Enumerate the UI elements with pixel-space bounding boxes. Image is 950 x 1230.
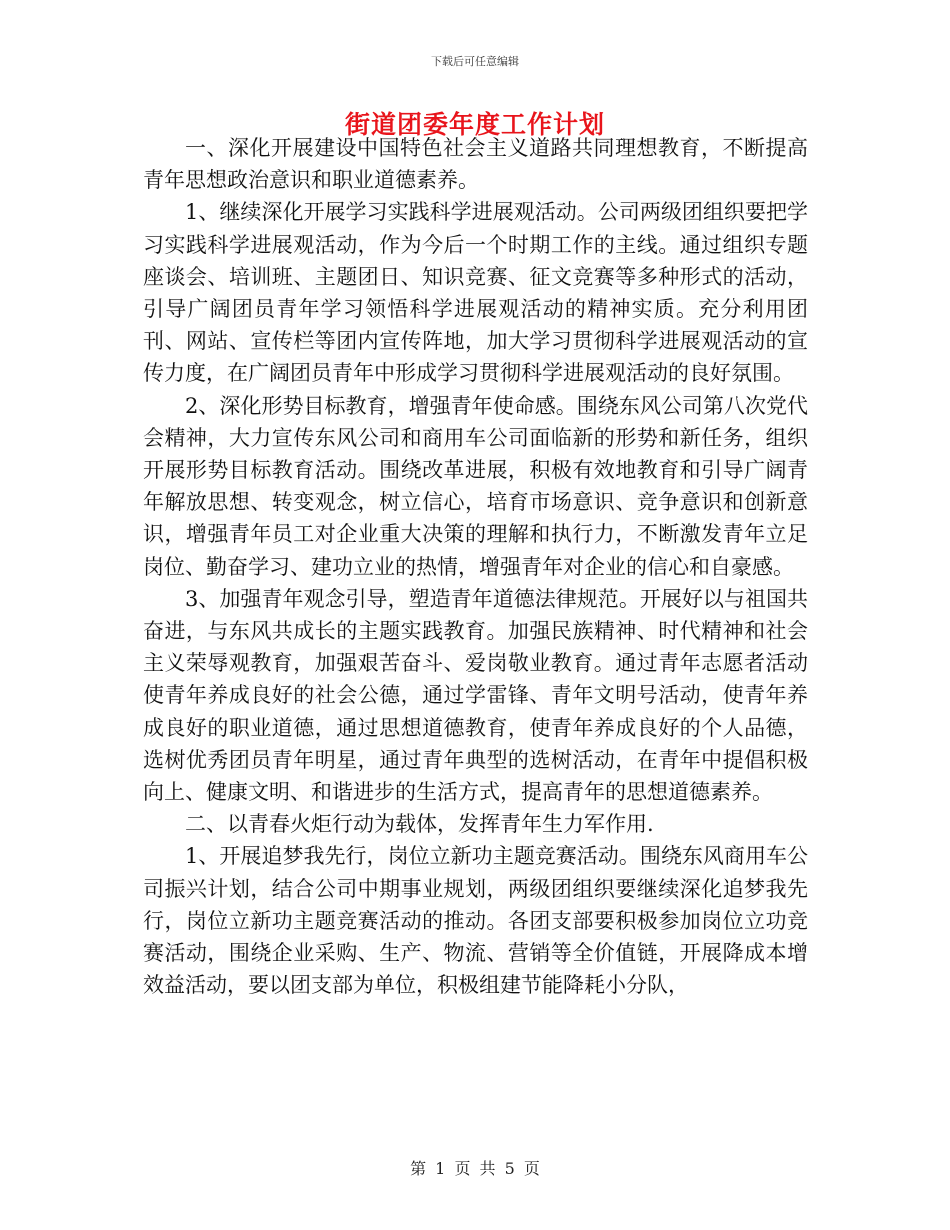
page-header-note: 下载后可任意编辑 <box>431 55 519 68</box>
document-body <box>143 132 808 1001</box>
paragraph: 一、深化开展建设中国特色社会主义道路共同理想教育，不断提高青年思想政治意识和职业道德素养。 <box>143 136 808 193</box>
paragraph: 1、继续深化开展学习实践科学进展观活动。公司两级团组织要把学习实践科学进展观活动，作为今后一个时期工作的主线。通过组织专题座谈会、培训班、主题团日、知识竞赛、征文竞赛等多种形式的活动，引导广阔团员青年学习领悟科学进展观活动的精神实质。充分利用团刊、网站、宣传栏等团内宣传阵地，加大学习贯彻科学进展观活动的宣传力度，在广阔团员青年中形成学习贯彻科学进展观活动的良好氛围。 <box>143 200 808 386</box>
paragraph: 1、开展追梦我先行，岗位立新功主题竞赛活动。围绕东风商用车公司振兴计划，结合公司中期事业规划，两级团组织要继续深化追梦我先行，岗位立新功主题竞赛活动的推动。各团支部要积极参加岗位立功竞赛活动，围绕企业采购、生产、物流、营销等全价值链，开展降成本增效益活动，要以团支部为单位，积极组建节能降耗小分队， <box>143 844 808 998</box>
page-number-footer: 第 1 页 共 5 页 <box>410 1159 540 1178</box>
paragraph: 二、以青春火炬行动为载体，发挥青年生力军作用. <box>185 812 654 837</box>
paragraph: 3、加强青年观念引导，塑造青年道德法律规范。开展好以与祖国共奋进，与东风共成长的主题实践教育。加强民族精神、时代精神和社会主义荣辱观教育，加强艰苦奋斗、爱岗敬业教育。通过青年志愿者活动使青年养成良好的社会公德，通过学雷锋、青年文明号活动，使青年养成良好的职业道德，通过思想道德教育，使青年养成良好的个人品德，选树优秀团员青年明星，通过青年典型的选树活动，在青年中提倡积极向上、健康文明、和谐进步的生活方式，提高青年的思想道德素养。 <box>143 586 808 805</box>
document-title: 街道团委年度工作计划 <box>344 110 605 139</box>
paragraph: 2、深化形势目标教育，增强青年使命感。围绕东风公司第八次党代会精神，大力宣传东风公司和商用车公司面临新的形势和新任务，组织开展形势目标教育活动。围绕改革进展，积极有效地教育和引导广阔青年解放思想、转变观念，树立信心，培育市场意识、竞争意识和创新意识，增强青年员工对企业重大决策的理解和执行力，不断激发青年立足岗位、勤奋学习、建功立业的热情，增强青年对企业的信心和自豪感。 <box>143 393 808 579</box>
